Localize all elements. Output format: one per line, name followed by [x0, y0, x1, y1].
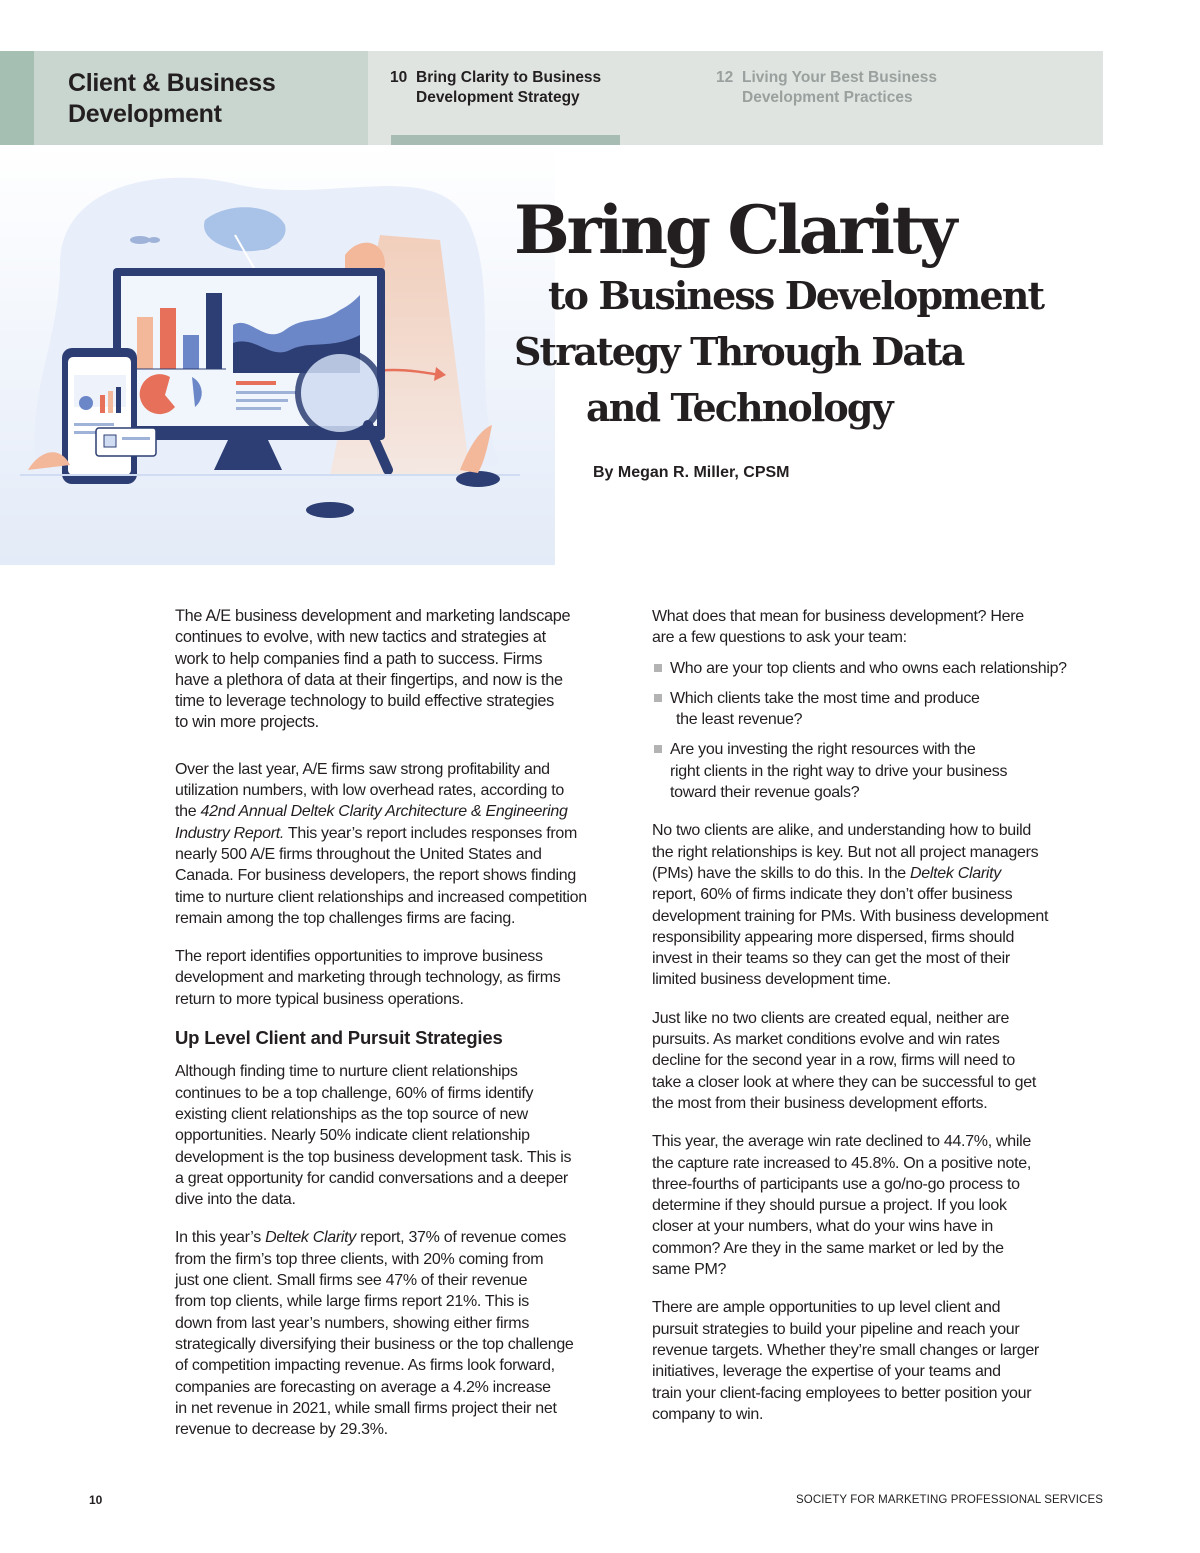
- section-title: Client & Business Development: [68, 69, 276, 128]
- right-column: [652, 606, 1107, 1442]
- article-title-line: and Technology: [586, 385, 892, 430]
- body-paragraph: The report identifies opportunities to improve business development and marketing through technology, as firms return to more typical business operations.: [175, 948, 561, 1008]
- section-header-accent: [0, 51, 34, 145]
- toc-item-title: Bring Clarity to Business Development Strategy: [416, 69, 602, 106]
- publication-name: SOCIETY FOR MARKETING PROFESSIONAL SERVICES: [796, 1494, 1103, 1506]
- list-item: Which clients take the most time and produce the least revenue?: [652, 688, 1107, 731]
- left-column: [175, 606, 630, 1457]
- author-byline: By Megan R. Miller, CPSM: [593, 464, 790, 481]
- question-list: [652, 658, 1107, 804]
- body-paragraph: What does that mean for business development? Here are a few questions to ask your team:: [652, 608, 1024, 647]
- body-paragraph: No two clients are alike, and understanding how to build the right relationships is key. But not all project managers (PMs) have the skills to do this. In the Deltek Clarity report, 60% of firms indicate they don’t offer business development training for PMs. With business development responsibility appearing more dispersed, firms should invest in their teams so they can get the most of their limited business development time.: [652, 822, 1049, 989]
- body-paragraph: This year, the average win rate declined to 44.7%, while the capture rate increased to 45.8%. On a positive note, three-fourths of participants use a go/no-go process to determine if they should pursue a project. If you look closer at your numbers, what do your wins have in common? Are they in the same market or led by the same PM?: [652, 1133, 1031, 1279]
- body-paragraph: Although finding time to nurture client relationships continues to be a top challenge, 60% of firms identify existing client relationships as the top source of new opportunities. Nearly 50% indicate client relationship development is the top business development task. This is a great opportunity for candid conversations and a deeper dive into the data.: [175, 1063, 572, 1209]
- page-number: 10: [89, 1493, 103, 1507]
- data-analytics-illustration: [0, 145, 555, 565]
- section-subheading: Up Level Client and Pursuit Strategies: [175, 1027, 503, 1049]
- body-paragraph: Just like no two clients are created equal, neither are pursuits. As market conditions evolve and win rates decline for the second year in a row, firms will need to take a closer look at where they can be successful to get the most from their business development efforts.: [652, 1009, 1037, 1112]
- toc-current-indicator: [391, 135, 620, 145]
- lead-paragraph: The A/E business development and marketing landscape continues to evolve, with new tactics and strategies at work to help companies find a path to success. Firms have a plethora of data at their fingertips, and now is the time to leverage technology to build effective strategies to win more projects.: [175, 607, 571, 732]
- toc-page-number: 10: [390, 69, 408, 86]
- body-paragraph: There are ample opportunities to up level client and pursuit strategies to build your pipeline and reach your revenue targets. Whether they’re small changes or larger initiatives, leverage the expertise of your teams and train your client-facing employees to better position your company to win.: [652, 1299, 1039, 1423]
- article-title: Bring Clarity: [514, 191, 955, 269]
- body-paragraph: Over the last year, A/E firms saw strong profitability and utilization numbers, with low overhead rates, according to the 42nd Annual Deltek Clarity Architecture & Engineering Industry Report. This year’s report includes responses from nearly 500 A/E firms throughout the United States and Canada. For business developers, the report shows finding time to nurture client relationships and increased competition remain among the top challenges firms are facing.: [175, 760, 587, 927]
- article-title-line: Strategy Through Data: [514, 329, 964, 374]
- list-item: Are you investing the right resources with the right clients in the right way to drive your business toward their revenue goals?: [652, 739, 1107, 803]
- toc-page-number: 12: [716, 69, 734, 86]
- list-item: Who are your top clients and who owns each relationship?: [652, 658, 1107, 679]
- body-paragraph: In this year’s Deltek Clarity report, 37% of revenue comes from the firm’s top three clients, with 20% coming from just one client. Small firms see 47% of their revenue from top clients, while large firms report 21%. This is down from last year’s numbers, showing either firms strategically diversifying their business or the top challenge of competition impacting revenue. As firms look forward, companies are forecasting on average a 4.2% increase in net revenue in 2021, while small firms project their net revenue to decrease by 29.3%.: [175, 1229, 574, 1439]
- article-title-line: to Business Development: [548, 273, 1044, 318]
- toc-item-title: Living Your Best Business Development Practices: [742, 69, 937, 106]
